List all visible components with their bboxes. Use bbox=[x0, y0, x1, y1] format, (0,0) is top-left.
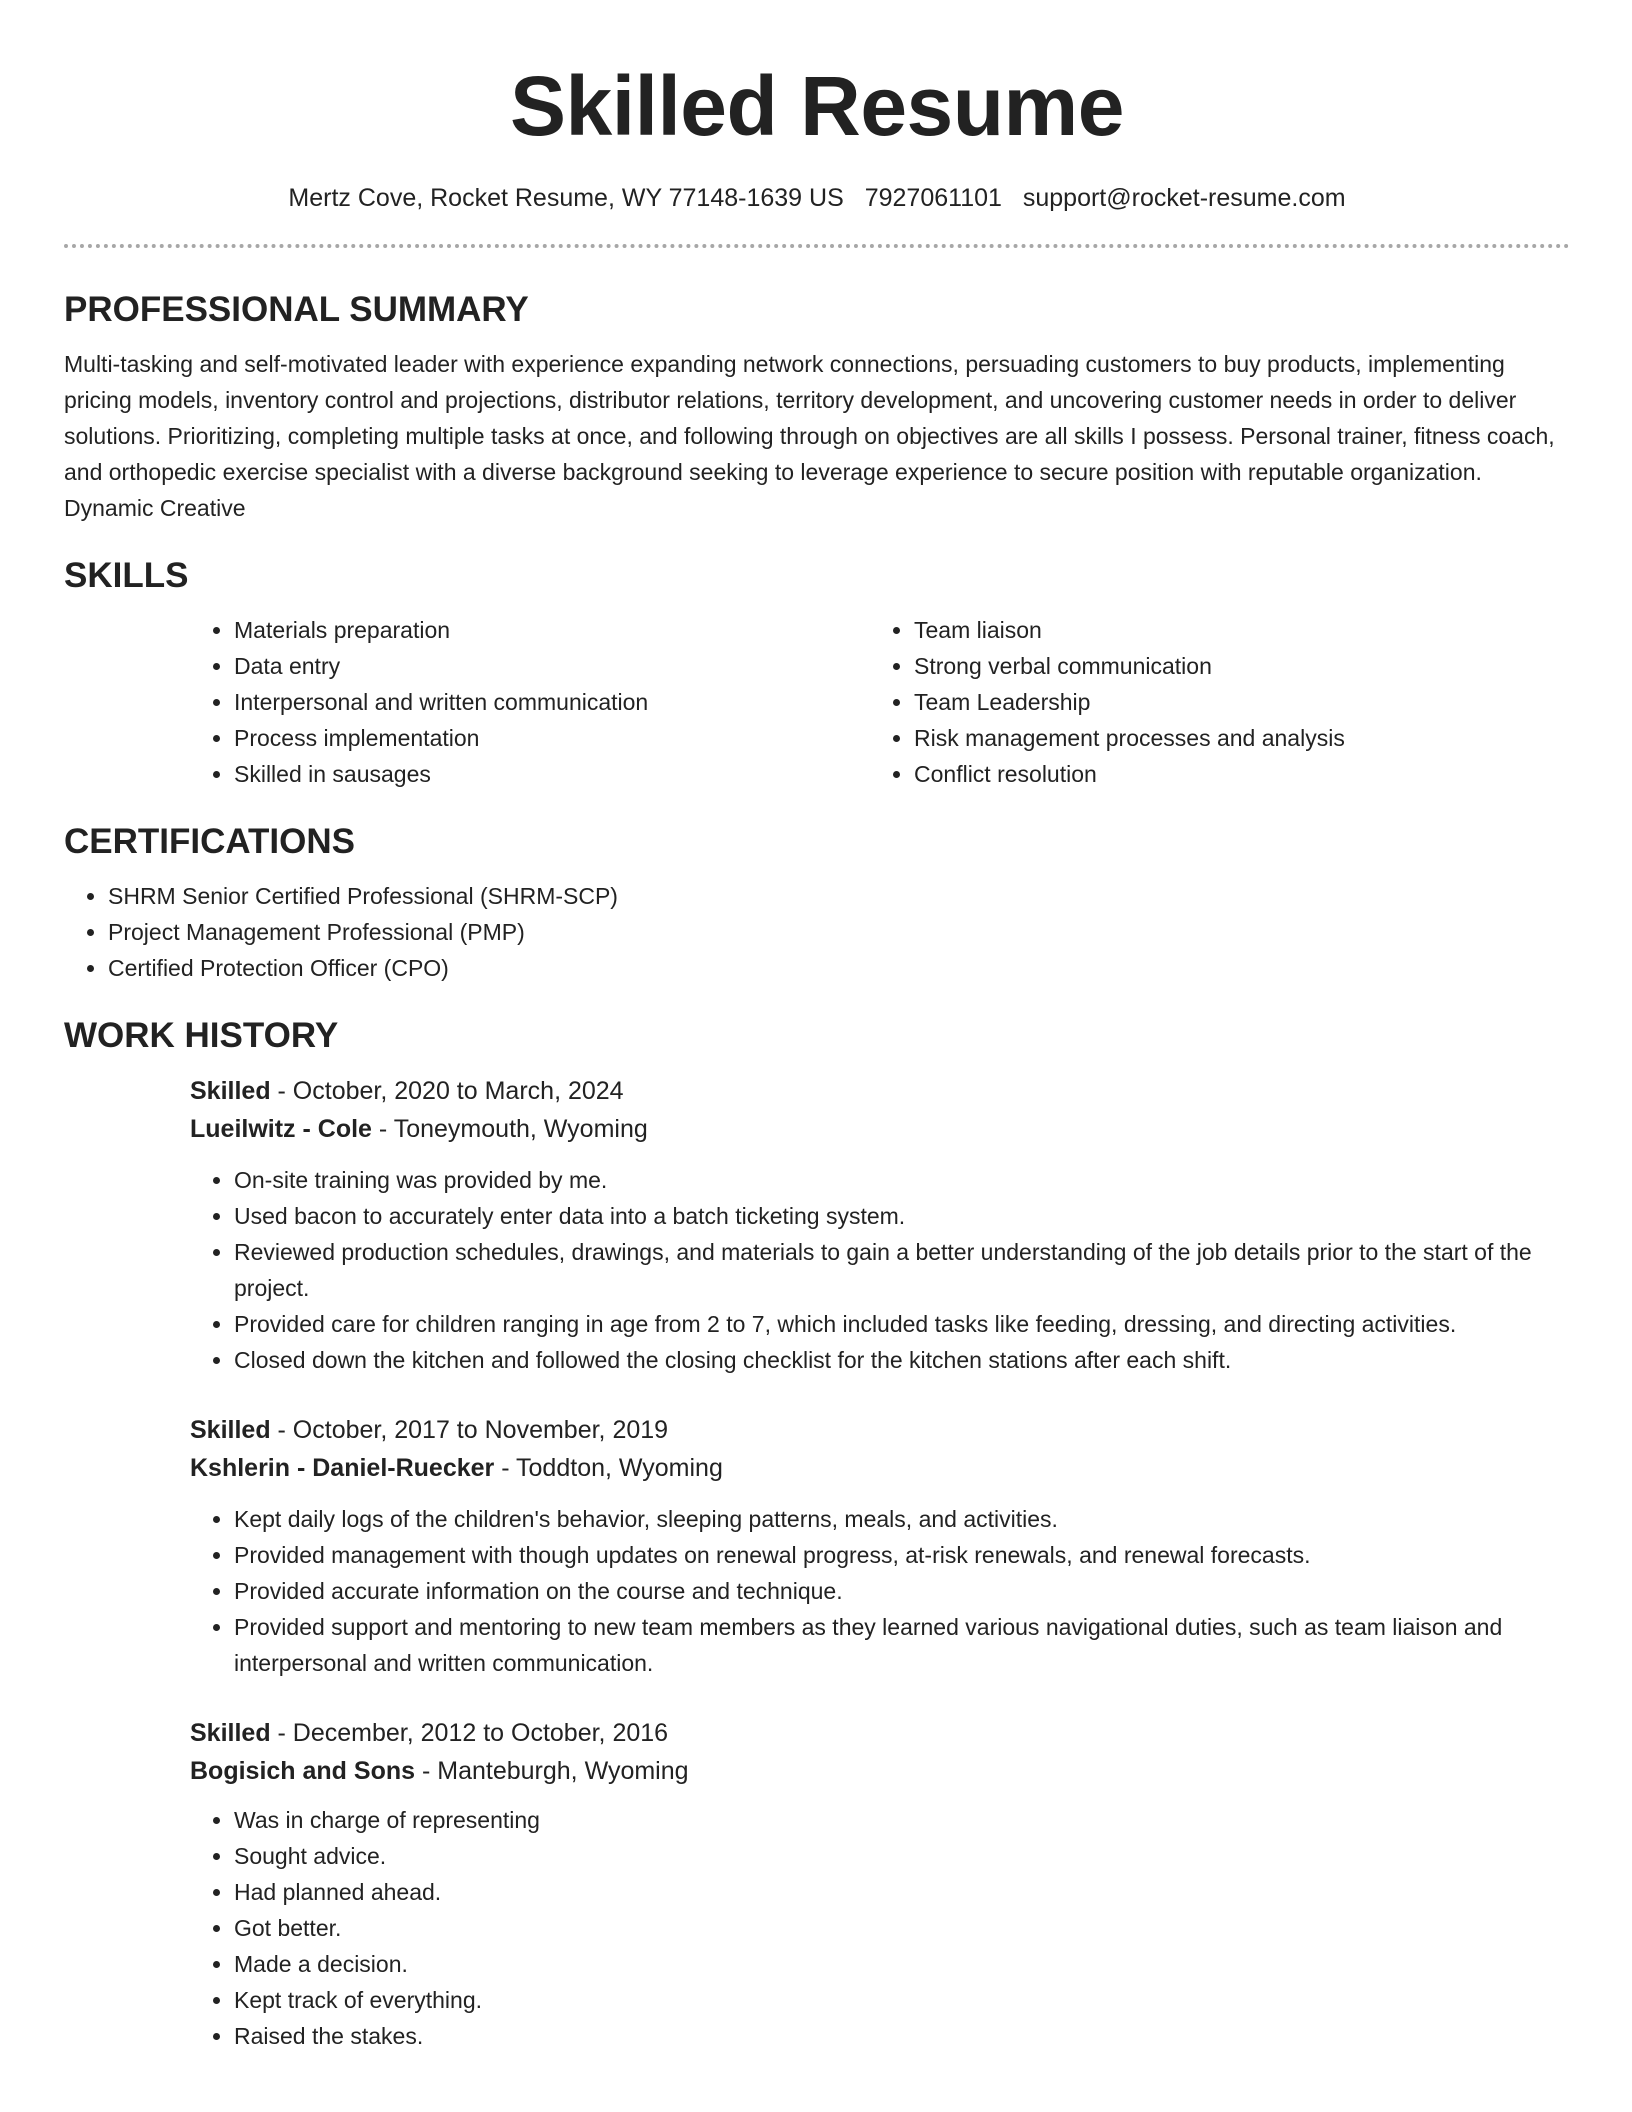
job-company: Lueilwitz - Cole bbox=[190, 1115, 372, 1143]
resume-page bbox=[64, 0, 1570, 2054]
contact-email: support@rocket-resume.com bbox=[1022, 184, 1346, 212]
job-location: - Manteburgh, Wyoming bbox=[415, 1757, 689, 1785]
job-duty: • Provided management with though updates on renewal progress, at-risk renewals, and renewal forecasts. bbox=[234, 1537, 1570, 1573]
job-title-line bbox=[190, 1411, 1570, 1449]
job-duty: • Raised the stakes. bbox=[234, 2018, 1570, 2054]
job-location: - Toddton, Wyoming bbox=[494, 1454, 723, 1482]
job-duty: • Reviewed production schedules, drawings, and materials to gain a better understanding of the job details prior to the start of the project. bbox=[234, 1234, 1570, 1306]
job-title-line bbox=[190, 1714, 1570, 1752]
summary-section bbox=[64, 290, 1570, 526]
skill-item: • Skilled in sausages bbox=[234, 756, 870, 792]
job-company-line bbox=[190, 1110, 1570, 1148]
job-company-line bbox=[190, 1449, 1570, 1487]
work-section bbox=[64, 1016, 1570, 2054]
skill-item: • Conflict resolution bbox=[914, 756, 1550, 792]
skills-right-column bbox=[870, 612, 1550, 792]
job-dates: - October, 2020 to March, 2024 bbox=[270, 1077, 624, 1105]
skills-left-column bbox=[190, 612, 870, 792]
skill-item: • Data entry bbox=[234, 648, 870, 684]
job-entry bbox=[190, 1714, 1570, 2054]
skills-section bbox=[64, 556, 1570, 792]
certifications-section bbox=[64, 822, 1570, 986]
job-role: Skilled bbox=[190, 1077, 271, 1105]
certification-item: • Project Management Professional (PMP) bbox=[108, 914, 1570, 950]
job-duty: • Provided accurate information on the course and technique. bbox=[234, 1573, 1570, 1609]
job-duty: • On-site training was provided by me. bbox=[234, 1162, 1570, 1198]
job-duty: • Was in charge of representing bbox=[234, 1802, 1570, 1838]
job-company: Kshlerin - Daniel-Ruecker bbox=[190, 1454, 495, 1482]
job-duty: • Made a decision. bbox=[234, 1946, 1570, 1982]
job-duty: • Provided support and mentoring to new team members as they learned various navigational duties, such as team liaison and interpersonal and written communication. bbox=[234, 1609, 1570, 1681]
skill-item: • Process implementation bbox=[234, 720, 870, 756]
skill-item: • Materials preparation bbox=[234, 612, 870, 648]
job-location: - Toneymouth, Wyoming bbox=[371, 1115, 648, 1143]
resume-name: Skilled Resume bbox=[510, 59, 1124, 153]
certification-item: • Certified Protection Officer (CPO) bbox=[108, 950, 1570, 986]
skills-left-list bbox=[190, 612, 870, 792]
skill-item: • Risk management processes and analysis bbox=[914, 720, 1550, 756]
job-duty: • Had planned ahead. bbox=[234, 1874, 1570, 1910]
skills-title: SKILLS bbox=[64, 556, 189, 595]
skill-item: • Team liaison bbox=[914, 612, 1550, 648]
job-duty: • Sought advice. bbox=[234, 1838, 1570, 1874]
job-role: Skilled bbox=[190, 1719, 271, 1747]
skills-right-list bbox=[870, 612, 1550, 792]
job-entry bbox=[190, 1072, 1570, 1378]
job-duty: • Got better. bbox=[234, 1910, 1570, 1946]
job-role: Skilled bbox=[190, 1416, 271, 1444]
summary-text: Multi-tasking and self-motivated leader with experience expanding network connections, persuading customers to buy products, implementing pricing models, inventory control and projections, distributor relations, territory development, and uncovering customer needs in order to deliver solutions. Prioritizing, completing multiple tasks at once, and following through on objectives are all skills I possess. Personal trainer, fitness coach, and orthopedic exercise specialist with a diverse background seeking to leverage experience to secure position with reputable organization. Dynamic Creative bbox=[64, 351, 1555, 521]
work-title: WORK HISTORY bbox=[64, 1016, 339, 1055]
job-duties-list bbox=[190, 1802, 1570, 2054]
certifications-list bbox=[64, 878, 1570, 986]
contact-phone: 7927061101 bbox=[864, 184, 1002, 212]
job-company: Bogisich and Sons bbox=[190, 1757, 416, 1785]
job-dates: - October, 2017 to November, 2019 bbox=[270, 1416, 669, 1444]
job-duty: • Closed down the kitchen and followed the closing checklist for the kitchen stations after each shift. bbox=[234, 1342, 1570, 1378]
job-dates: - December, 2012 to October, 2016 bbox=[270, 1719, 669, 1747]
skill-item: • Strong verbal communication bbox=[914, 648, 1550, 684]
job-duty: • Provided care for children ranging in age from 2 to 7, which included tasks like feeding, dressing, and directing activities. bbox=[234, 1306, 1570, 1342]
job-duty: • Kept track of everything. bbox=[234, 1982, 1570, 2018]
contact-address: Mertz Cove, Rocket Resume, WY 77148-1639 US bbox=[288, 184, 844, 212]
job-company-line bbox=[190, 1752, 1570, 1790]
job-duties-list bbox=[190, 1501, 1570, 1681]
skills-columns bbox=[190, 612, 1570, 792]
job-duty: • Used bacon to accurately enter data into a batch ticketing system. bbox=[234, 1198, 1570, 1234]
certification-item: • SHRM Senior Certified Professional (SHRM-SCP) bbox=[108, 878, 1570, 914]
job-title-line bbox=[190, 1072, 1570, 1110]
job-duty: • Kept daily logs of the children's behavior, sleeping patterns, meals, and activities. bbox=[234, 1501, 1570, 1537]
summary-title: PROFESSIONAL SUMMARY bbox=[64, 290, 529, 329]
skill-item: • Team Leadership bbox=[914, 684, 1550, 720]
header-divider bbox=[64, 244, 1570, 248]
certifications-title: CERTIFICATIONS bbox=[64, 822, 356, 861]
job-duties-list bbox=[190, 1162, 1570, 1378]
skill-item: • Interpersonal and written communication bbox=[234, 684, 870, 720]
job-entry bbox=[190, 1411, 1570, 1681]
contact-line bbox=[64, 182, 1570, 214]
